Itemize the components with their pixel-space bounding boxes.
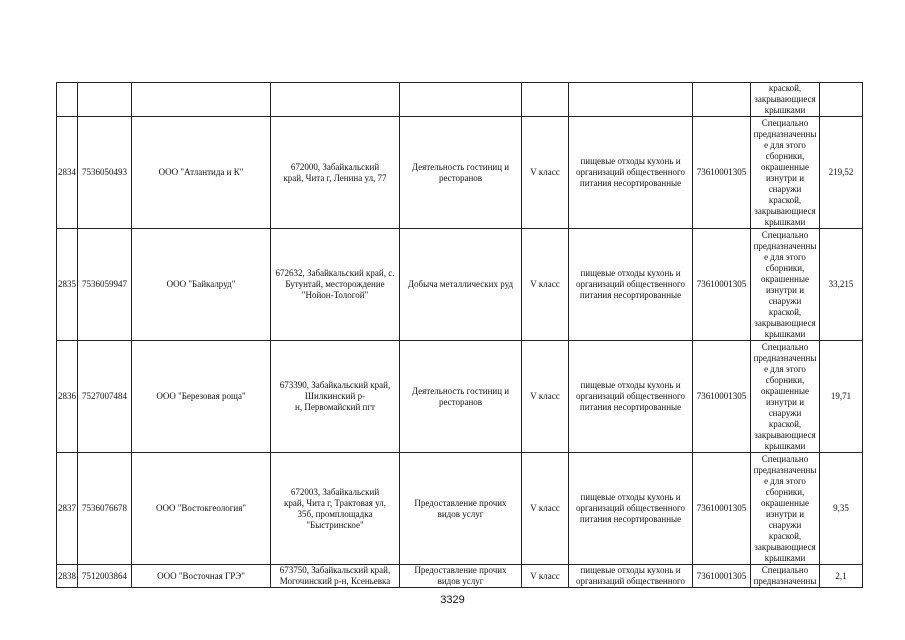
hazard-class: V класс [522,117,569,229]
table-row [57,565,863,588]
hazard-class: V класс [522,229,569,341]
waste-name: пищевые отходы кухонь и организаций общественного [569,565,693,588]
table-row [57,117,863,229]
inn-cell: 7527007484 [78,341,132,453]
hazard-class [522,83,569,117]
fkko-code [693,83,751,117]
inn-cell: 7536050493 [78,117,132,229]
container-description: Специально предназначенны [751,565,820,588]
activity-cell: Добыча металлических руд [400,229,522,341]
waste-amount: 2,1 [820,565,863,588]
waste-amount: 219,52 [820,117,863,229]
waste-name [569,83,693,117]
container-description: Специально предназначенны е для этого сборники, окрашенные изнутри и снаружи краской, закрывающиеся крышками [751,453,820,565]
address-cell: 673750, Забайкальский край, Могочинский р-н, Ксеньевка [271,565,400,588]
waste-amount: 9,35 [820,453,863,565]
activity-cell [400,83,522,117]
organization-name: ООО "Востокгеология" [132,453,271,565]
table-row [57,83,863,117]
table-row [57,453,863,565]
row-number: 2835 [57,229,78,341]
page-number: 3329 [440,594,465,606]
waste-registry-table [56,82,863,588]
table-body [57,83,863,588]
organization-name: ООО "Восточная ГРЭ" [132,565,271,588]
container-description: краской, закрывающиеся крышками [751,83,820,117]
fkko-code: 73610001305 [693,229,751,341]
address-cell [271,83,400,117]
address-cell: 672000, Забайкальский край, Чита г, Ленина ул, 77 [271,117,400,229]
waste-name: пищевые отходы кухонь и организаций общественного питания несортированные [569,341,693,453]
activity-cell: Деятельность гостиниц и ресторанов [400,341,522,453]
row-number: 2834 [57,117,78,229]
activity-cell: Деятельность гостиниц и ресторанов [400,117,522,229]
waste-amount: 19,71 [820,341,863,453]
organization-name: ООО "Байкалруд" [132,229,271,341]
row-number: 2837 [57,453,78,565]
container-description: Специально предназначенны е для этого сборники, окрашенные изнутри и снаружи краской, закрывающиеся крышками [751,229,820,341]
waste-name: пищевые отходы кухонь и организаций общественного питания несортированные [569,229,693,341]
container-description: Специально предназначенны е для этого сборники, окрашенные изнутри и снаружи краской, закрывающиеся крышками [751,341,820,453]
waste-name: пищевые отходы кухонь и организаций общественного питания несортированные [569,453,693,565]
activity-cell: Предоставление прочих видов услуг [400,565,522,588]
activity-cell: Предоставление прочих видов услуг [400,453,522,565]
container-description: Специально предназначенны е для этого сборники, окрашенные изнутри и снаружи краской, закрывающиеся крышками [751,117,820,229]
fkko-code: 73610001305 [693,453,751,565]
hazard-class: V класс [522,565,569,588]
waste-name: пищевые отходы кухонь и организаций общественного питания несортированные [569,117,693,229]
table-row [57,341,863,453]
hazard-class: V класс [522,453,569,565]
row-number: 2838 [57,565,78,588]
waste-amount [820,83,863,117]
row-number [57,83,78,117]
table-row [57,229,863,341]
waste-amount: 33,215 [820,229,863,341]
fkko-code: 73610001305 [693,117,751,229]
inn-cell [78,83,132,117]
inn-cell: 7512003864 [78,565,132,588]
address-cell: 672003, Забайкальский край, Чита г, Трактовая ул, 35б, промплощадка "Быстринское" [271,453,400,565]
fkko-code: 73610001305 [693,565,751,588]
hazard-class: V класс [522,341,569,453]
row-number: 2836 [57,341,78,453]
organization-name: ООО "Атлантида и К" [132,117,271,229]
address-cell: 672632, Забайкальский край, с. Бутунтай, месторождение "Нойон-Тологой" [271,229,400,341]
inn-cell: 7536076678 [78,453,132,565]
address-cell: 673390, Забайкальский край, Шилкинский р- н, Первомайский пгт [271,341,400,453]
fkko-code: 73610001305 [693,341,751,453]
inn-cell: 7536059947 [78,229,132,341]
organization-name: ООО "Березовая роща" [132,341,271,453]
organization-name [132,83,271,117]
